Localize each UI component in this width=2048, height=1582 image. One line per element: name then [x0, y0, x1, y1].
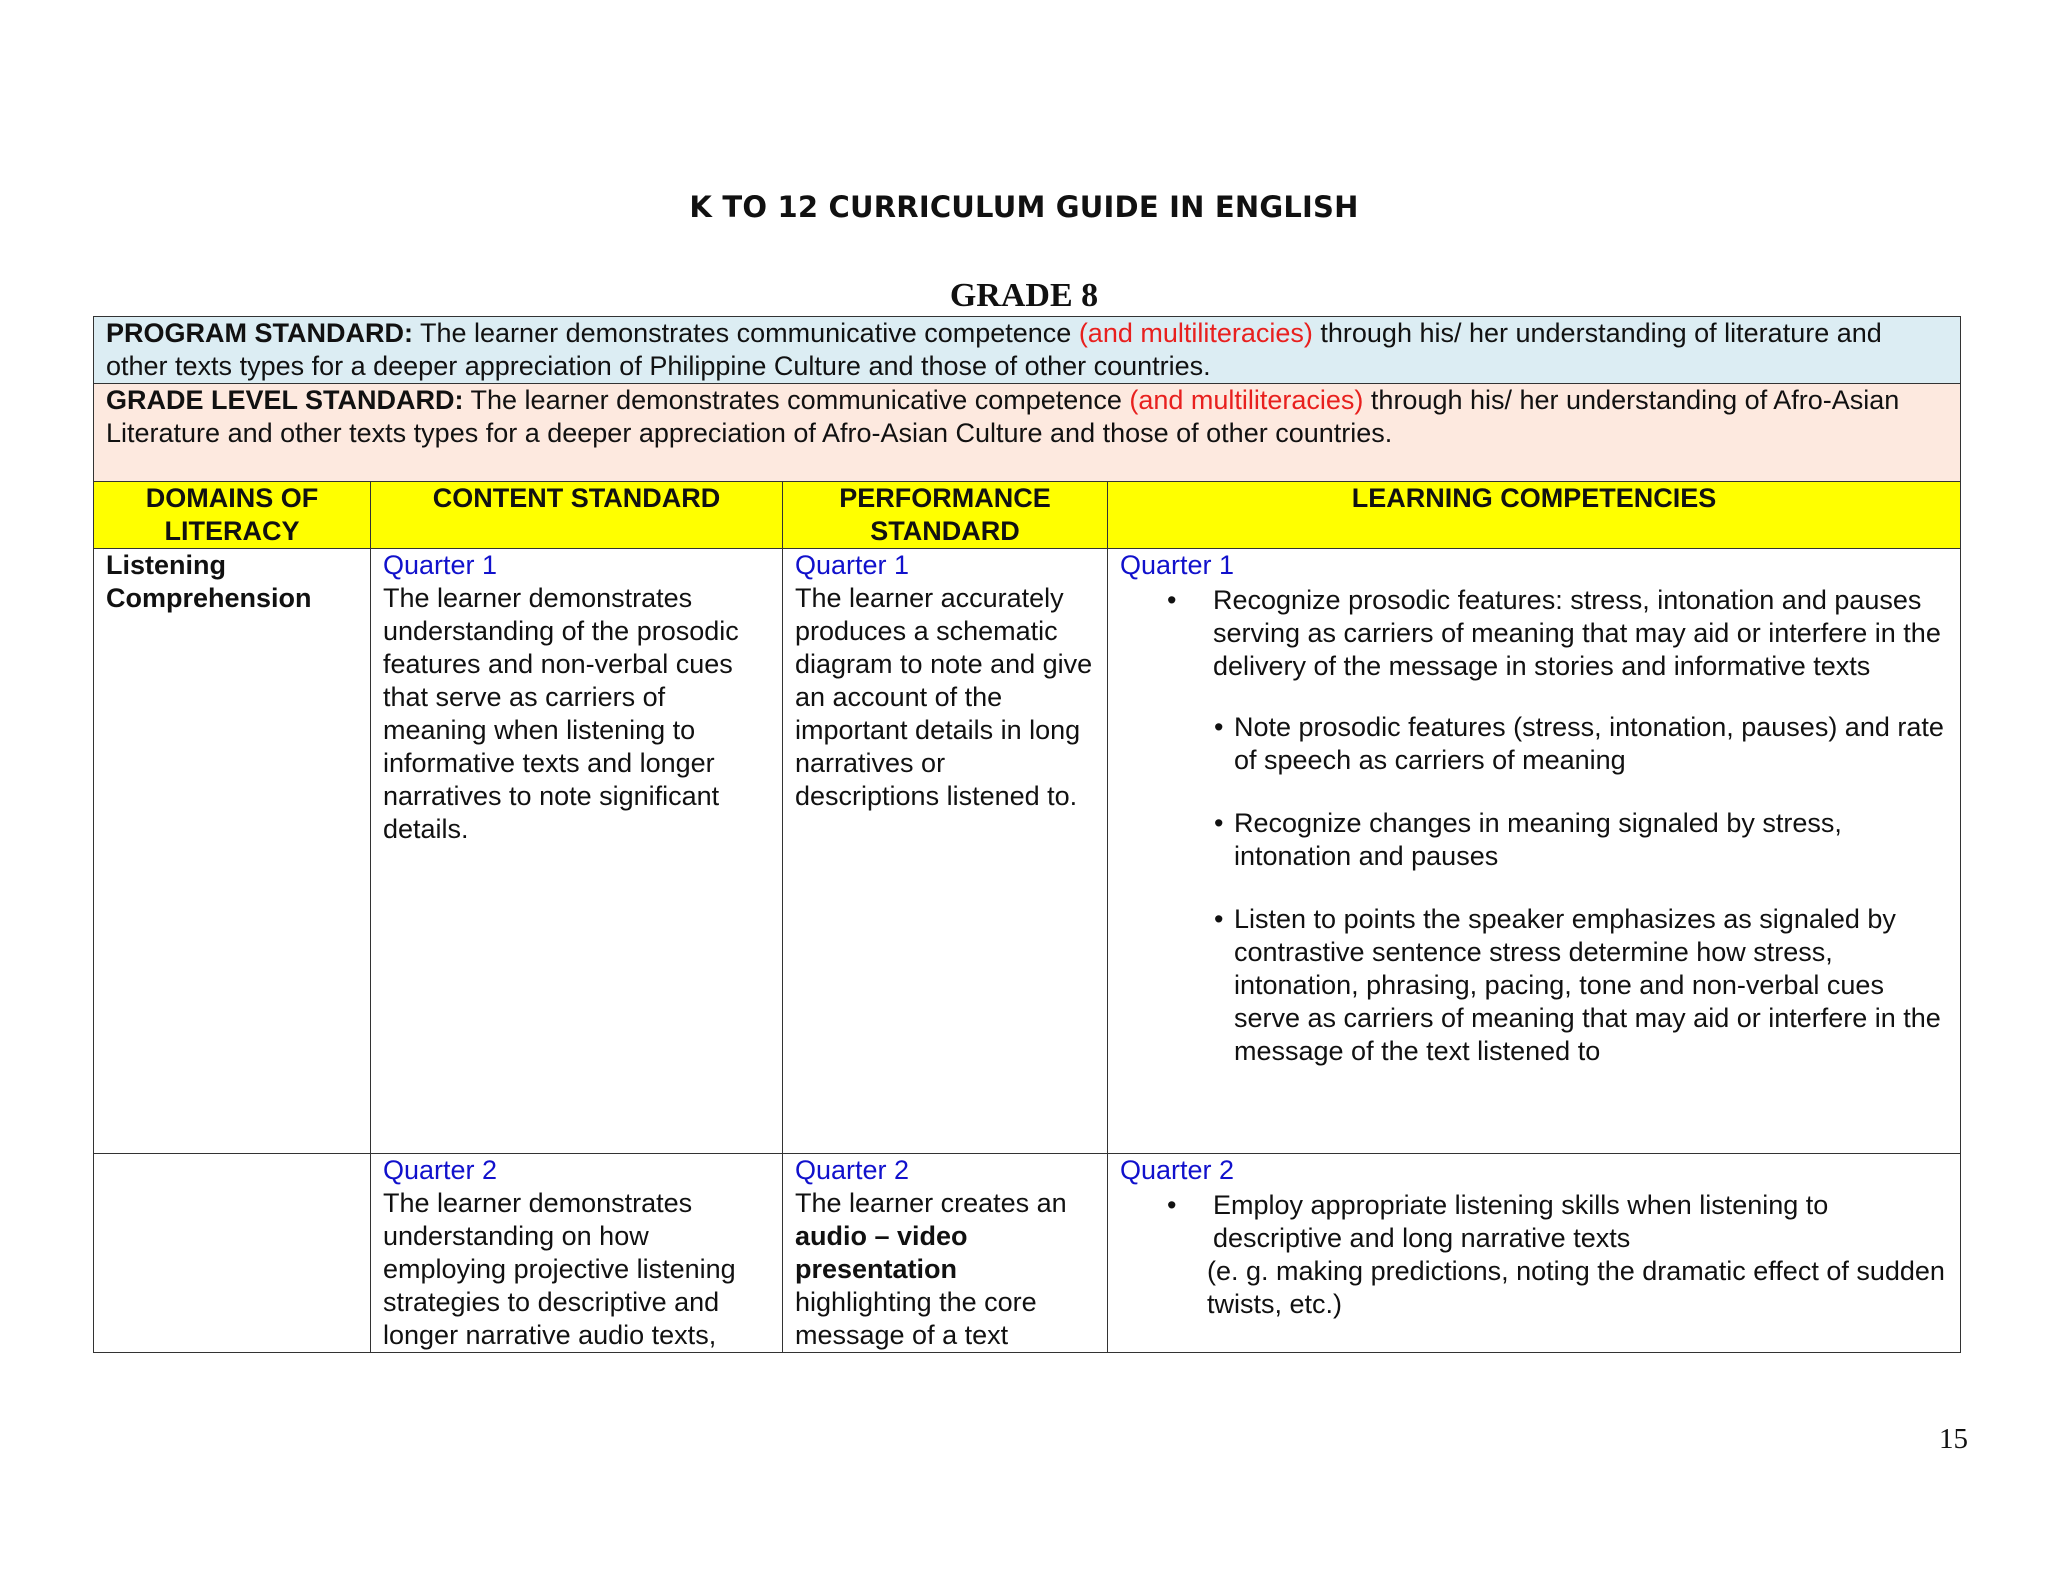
grade-level-standard-cell: [94, 384, 1961, 482]
program-standard-text-after: through his/ her understanding of literature and other texts types for a deeper appreciation of Philippine Culture and those of other countries.: [106, 318, 1882, 381]
competency-item: • Listen to points the speaker emphasizes as signaled by contrastive sentence stress determine how stress, intonation, phrasing, pacing, tone and non-verbal cues serve as carriers of meaning that may aid or interfere in the message of the text listened to: [1120, 903, 1948, 1068]
quarter2-competencies-cell: [1108, 1154, 1961, 1353]
quarter2-domain: [94, 1154, 371, 1353]
quarter1-performance-text: The learner accurately produces a schematic diagram to note and give an account of the important details in long narratives or descriptions listened to.: [795, 583, 1093, 811]
quarter1-performance-label: Quarter 1: [795, 550, 910, 580]
quarter1-competencies-cell: [1108, 549, 1961, 1154]
quarter2-performance-text: [795, 1187, 1095, 1352]
program-standard-label: PROGRAM STANDARD:: [106, 318, 413, 348]
quarter2-performance-cell: [783, 1154, 1108, 1353]
quarter1-domain-text: Listening Comprehension: [106, 550, 312, 613]
quarter2-content-label: Quarter 2: [383, 1155, 498, 1185]
quarter2-competency-note: (e. g. making predictions, noting the dramatic effect of sudden twists, etc.): [1207, 1256, 1945, 1319]
grade-title: GRADE 8: [949, 277, 1099, 314]
quarter2-performance-text-after: highlighting the core message of a text: [795, 1287, 1037, 1350]
table-header-row: [94, 482, 1961, 549]
competency-item: • Employ appropriate listening skills when listening to descriptive and long narrative texts: [1120, 1189, 1948, 1255]
header-performance-standard: PERFORMANCE STANDARD: [783, 482, 1108, 549]
competency-item: • Note prosodic features (stress, intonation, pauses) and rate of speech as carriers of meaning: [1120, 711, 1948, 777]
quarter1-competencies-label: Quarter 1: [1120, 550, 1235, 580]
grade-level-standard-text-before: The learner demonstrates communicative competence: [463, 385, 1130, 415]
quarter2-performance-label: Quarter 2: [795, 1155, 910, 1185]
quarter1-content-text: The learner demonstrates understanding of the prosodic features and non-verbal cues that serve as carriers of meaning when listening to informative texts and longer narratives to note significant details.: [383, 583, 739, 844]
quarter2-content-cell: [371, 1154, 783, 1353]
grade-level-standard-text-after: through his/ her understanding of Afro-Asian Literature and other texts types for a deeper appreciation of Afro-Asian Culture and those of other countries.: [106, 385, 1900, 448]
program-standard-highlight: (and multiliteracies): [1078, 318, 1313, 348]
grade-level-standard-label: GRADE LEVEL STANDARD:: [106, 385, 464, 415]
quarter1-row: [94, 549, 1961, 1154]
grade-level-standard-row: [94, 384, 1961, 482]
quarter1-competency-list-secondary: [1120, 711, 1948, 1068]
header-content-standard: CONTENT STANDARD: [371, 482, 783, 549]
quarter1-content-cell: [371, 549, 783, 1154]
header-learning-competencies: LEARNING COMPETENCIES: [1108, 482, 1961, 549]
quarter2-performance-bold: audio – video presentation: [795, 1221, 968, 1284]
quarter2-row: [94, 1154, 1961, 1353]
document-title: K TO 12 CURRICULUM GUIDE IN ENGLISH: [689, 190, 1359, 224]
quarter2-content-text: The learner demonstrates understanding on how employing projective listening strategies to descriptive and longer narrative audio texts,: [383, 1188, 736, 1350]
header-domains: DOMAINS OF LITERACY: [94, 482, 371, 549]
quarter1-competency-list-primary: [1120, 584, 1948, 683]
program-standard-row: [94, 317, 1961, 384]
page-number: 15: [1939, 1423, 1968, 1455]
quarter2-competencies-label: Quarter 2: [1120, 1155, 1235, 1185]
program-standard-cell: [94, 317, 1961, 384]
quarter2-performance-text-before: The learner creates an: [795, 1188, 1067, 1218]
grade-level-standard-highlight: (and multiliteracies): [1129, 385, 1364, 415]
quarter2-competency-list: [1120, 1189, 1948, 1255]
quarter1-domain: [94, 549, 371, 1154]
quarter1-performance-cell: [783, 549, 1108, 1154]
competency-item: • Recognize prosodic features: stress, intonation and pauses serving as carriers of meaning that may aid or interfere in the delivery of the message in stories and informative texts: [1120, 584, 1948, 683]
competency-item: • Recognize changes in meaning signaled by stress, intonation and pauses: [1120, 807, 1948, 873]
program-standard-text-before: The learner demonstrates communicative competence: [412, 318, 1079, 348]
quarter1-content-label: Quarter 1: [383, 550, 498, 580]
curriculum-table: [93, 316, 1961, 1353]
